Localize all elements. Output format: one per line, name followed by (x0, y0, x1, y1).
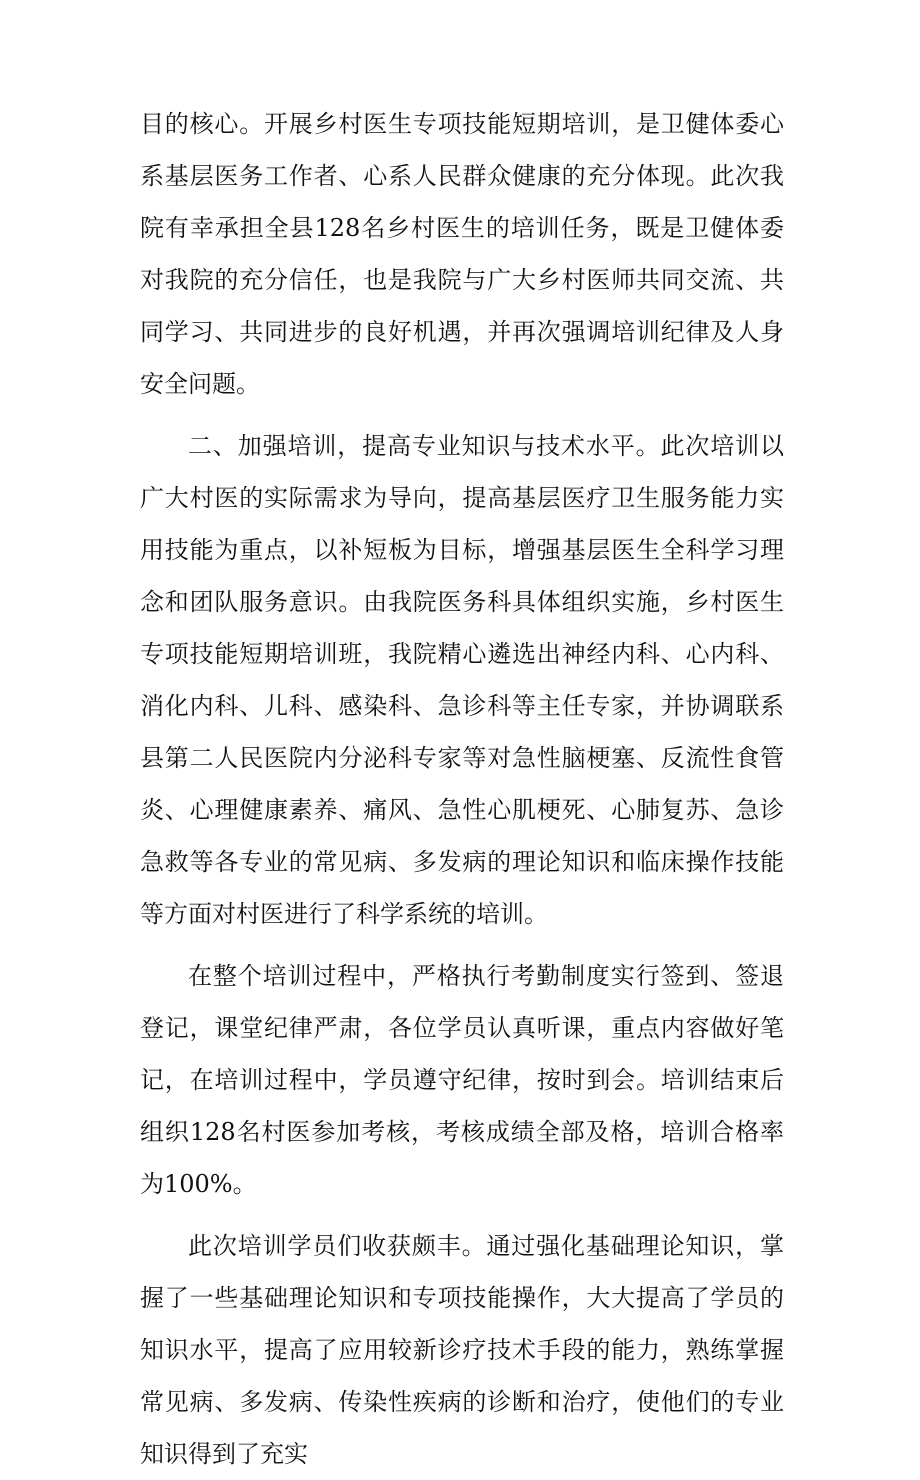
paragraph-discipline: 在整个培训过程中，严格执行考勤制度实行签到、签退登记，课堂纪律严肃，各位学员认真听课，重点内容做好笔记，在培训过程中，学员遵守纪律，按时到会。培训结束后组织128名村医参加考核，考核成绩全部及格，培训合格率为100%。 (140, 962, 784, 1198)
document-body (140, 98, 784, 1480)
paragraph-training: 二、加强培训，提高专业知识与技术水平。此次培训以广大村医的实际需求为导向，提高基层医疗卫生服务能力实用技能为重点，以补短板为目标，增强基层医生全科学习理念和团队服务意识。由我院医务科具体组织实施，乡村医生专项技能短期培训班，我院精心遴选出神经内科、心内科、消化内科、儿科、感染科、急诊科等主任专家，并协调联系县第二人民医院内分泌科专家等对急性脑梗塞、反流性食管炎、心理健康素养、痛风、急性心肌梗死、心肺复苏、急诊急救等各专业的常见病、多发病的理论知识和临床操作技能等方面对村医进行了科学系统的培训。 (140, 432, 784, 928)
paragraph-outcomes: 此次培训学员们收获颇丰。通过强化基础理论知识，掌握了一些基础理论知识和专项技能操作，大大提高了学员的知识水平，提高了应用较新诊疗技术手段的能力，熟练掌握常见病、多发病、传染性疾病的诊断和治疗，使他们的专业知识得到了充实 (140, 1232, 784, 1468)
paragraph-continuation: 目的核心。开展乡村医生专项技能短期培训，是卫健体委心系基层医务工作者、心系人民群众健康的充分体现。此次我院有幸承担全县128名乡村医生的培训任务，既是卫健体委对我院的充分信任，也是我院与广大乡村医师共同交流、共同学习、共同进步的良好机遇，并再次强调培训纪律及人身安全问题。 (140, 110, 784, 398)
